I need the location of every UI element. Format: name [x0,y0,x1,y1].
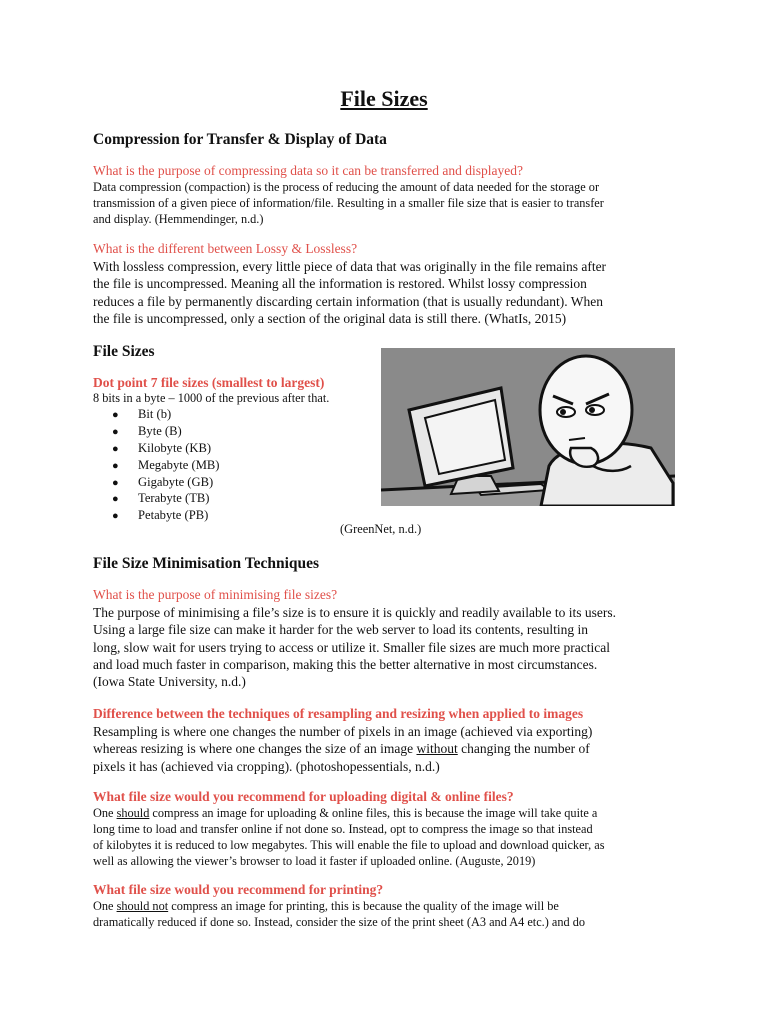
question-compression-purpose: What is the purpose of compressing data so it can be transferred and displayed? [93,163,523,178]
question-upload-size: What file size would you recommend for uploading digital & online files? [93,789,514,804]
text-line: and load much faster in comparison, making this the better alternative in most circumstances. [93,656,598,672]
answer-compression-purpose [93,180,693,228]
text-line: long, slow wait for users trying to access or utilize it. Smaller file sizes are much more practical [93,639,610,655]
bullet-icon: ● [112,459,119,472]
text-line: the file is uncompressed, only a section of the original data is still there. (WhatIs, 2015) [93,310,567,326]
section-heading-file-sizes: File Sizes [93,343,155,360]
list-item: ● Gigabyte (GB) [112,474,220,491]
text-line: transmission of a given piece of information/file. Resulting in a smaller file size that is easier to transfer [93,195,604,210]
bullet-icon: ● [112,510,119,523]
list-item: ● Kilobyte (KB) [112,440,220,457]
text-line: The purpose of minimising a file’s size is to ensure it is quickly and readily available to its users. [93,605,617,620]
question-print-size: What file size would you recommend for printing? [93,882,384,897]
question-resampling-resizing: Difference between the techniques of resampling and resizing when applied to images [93,706,584,721]
file-size-intro: 8 bits in a byte – 1000 of the previous after that. [93,391,330,405]
answer-lossy-lossless [93,258,683,327]
page-title: File Sizes [340,86,428,111]
comic-illustration [381,348,675,506]
text-line: Resampling is where one changes the number of pixels in an image (achieved via exporting) [93,724,593,739]
bullet-icon: ● [112,442,119,455]
section-heading-minimisation: File Size Minimisation Techniques [93,555,320,572]
bullet-icon: ● [112,476,119,489]
text-line: Data compression (compaction) is the process of reducing the amount of data needed for the storage or [93,180,600,194]
text-line: well as allowing the viewer’s browser to load it faster if uploaded online. (Auguste, 2019) [93,853,536,868]
text-line: Using a large file size can make it harder for the web server to load its contents, resulting in [93,622,588,638]
text-line: One should compress an image for uploading & online files, this is because the image will take quite a [93,806,598,820]
list-item: ● Terabyte (TB) [112,490,220,507]
question-file-size-list: Dot point 7 file sizes (smallest to largest) [93,375,325,390]
image-citation: (GreenNet, n.d.) [340,522,422,536]
answer-minimise-purpose [93,604,693,690]
text-line: dramatically reduced if done so. Instead, consider the size of the print sheet (A3 and A4 etc.) and do [93,914,586,929]
text-line: pixels it has (achieved via cropping). (photoshopessentials, n.d.) [93,758,440,774]
list-item: ● Bit (b) [112,406,220,423]
list-item: ● Petabyte (PB) [112,507,220,524]
section-heading-compression: Compression for Transfer & Display of Data [93,131,387,148]
text-line: and display. (Hemmendinger, n.d.) [93,211,264,226]
list-item: ● Megabyte (MB) [112,457,220,474]
text-line: the file is uncompressed. Meaning all the information is restored. Whilst lossy compression [93,276,587,292]
text-line: whereas resizing is where one changes the size of an image without changing the number of [93,741,590,757]
question-minimise-purpose: What is the purpose of minimising file sizes? [93,587,338,602]
computer-guy-meme-image [381,348,675,506]
text-line: (Iowa State University, n.d.) [93,674,246,690]
answer-resampling-resizing [93,723,693,775]
question-lossy-lossless: What is the different between Lossy & Lossless? [93,241,358,256]
text-line: With lossless compression, every little piece of data that was originally in the file remains after [93,259,607,274]
answer-print-size [93,899,703,931]
text-line: of kilobytes it is reduced to low megabytes. This will enable the file to upload and download quicker, as [93,837,605,852]
file-size-list [112,406,220,524]
text-line: reduces a file by permanently discarding certain information (that is usually redundant). When [93,293,603,309]
bullet-icon: ● [112,409,119,421]
list-item: ● Byte (B) [112,423,220,440]
bullet-icon: ● [112,493,119,506]
text-line: long time to load and transfer online if not done so. Instead, opt to compress the image so that instead [93,821,593,836]
answer-upload-size [93,806,703,870]
text-line: One should not compress an image for printing, this is because the quality of the image will be [93,899,559,913]
bullet-icon: ● [112,425,119,438]
